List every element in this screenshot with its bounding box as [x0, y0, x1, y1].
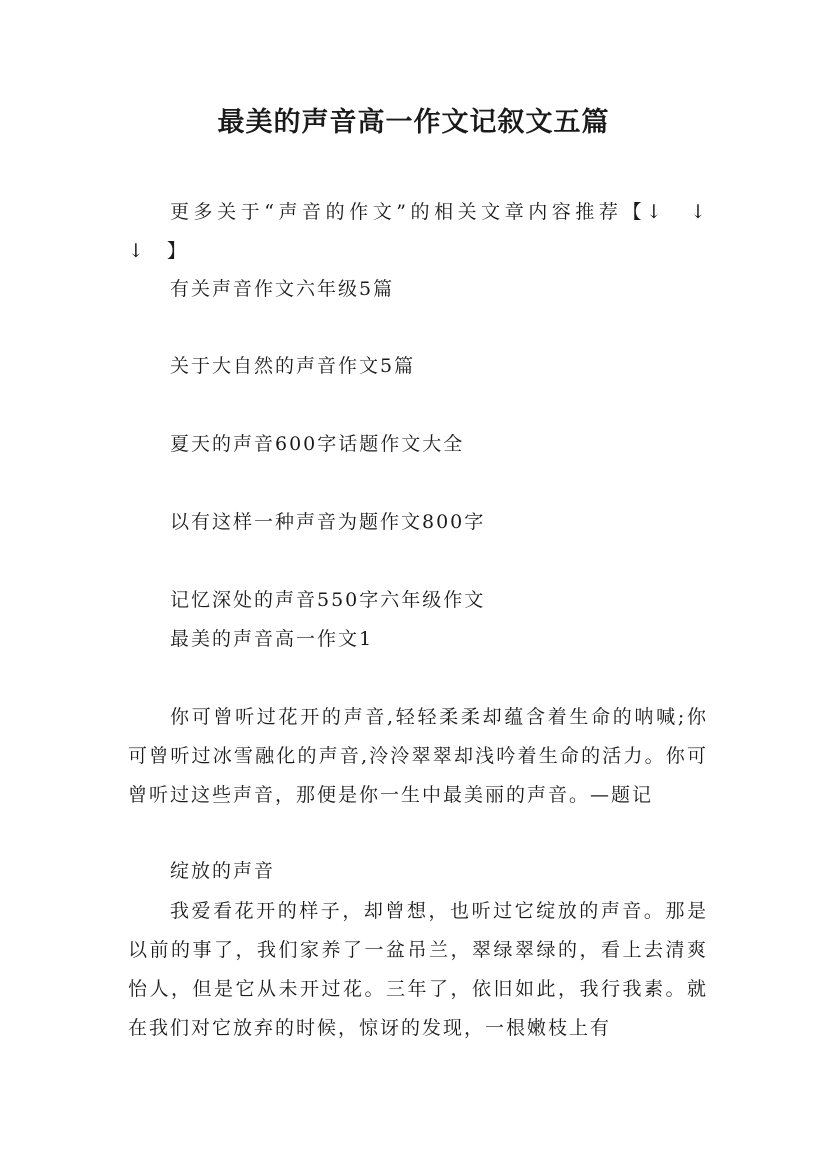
essay-heading: 最美的声音高一作文1	[170, 628, 374, 650]
related-link-4[interactable]: 以有这样一种声音为题作文800字	[170, 511, 486, 533]
section-subheading: 绽放的声音	[170, 860, 276, 882]
related-link-1[interactable]: 有关声音作文六年级5篇	[170, 278, 395, 300]
related-link-3[interactable]: 夏天的声音600字话题作文大全	[170, 433, 465, 455]
recommend-text: 更多关于“声音的作文”的相关文章内容推荐【↓ ↓ ↓ 】	[128, 201, 730, 262]
essay-paragraph-1: 你可曾听过花开的声音,轻轻柔柔却蕴含着生命的呐喊;你可曾听过冰雪融化的声音,泠泠翠翠却浅吟着生命的活力。你可曾听过这些声音，那便是你一生中最美丽的声音。—题记	[128, 706, 708, 806]
essay-paragraph-2: 我爱看花开的样子，却曾想，也听过它绽放的声音。那是以前的事了，我们家养了一盆吊兰，翠绿翠绿的，看上去清爽怡人，但是它从未开过花。三年了，依旧如此，我行我素。就在我们对它放弃的时候，惊讶的发现，一根嫩枝上有	[128, 900, 708, 1039]
document-title: 最美的声音高一作文记叙文五篇	[217, 107, 610, 138]
related-link-5[interactable]: 记忆深处的声音550字六年级作文	[170, 589, 486, 611]
related-link-2[interactable]: 关于大自然的声音作文5篇	[170, 355, 416, 377]
